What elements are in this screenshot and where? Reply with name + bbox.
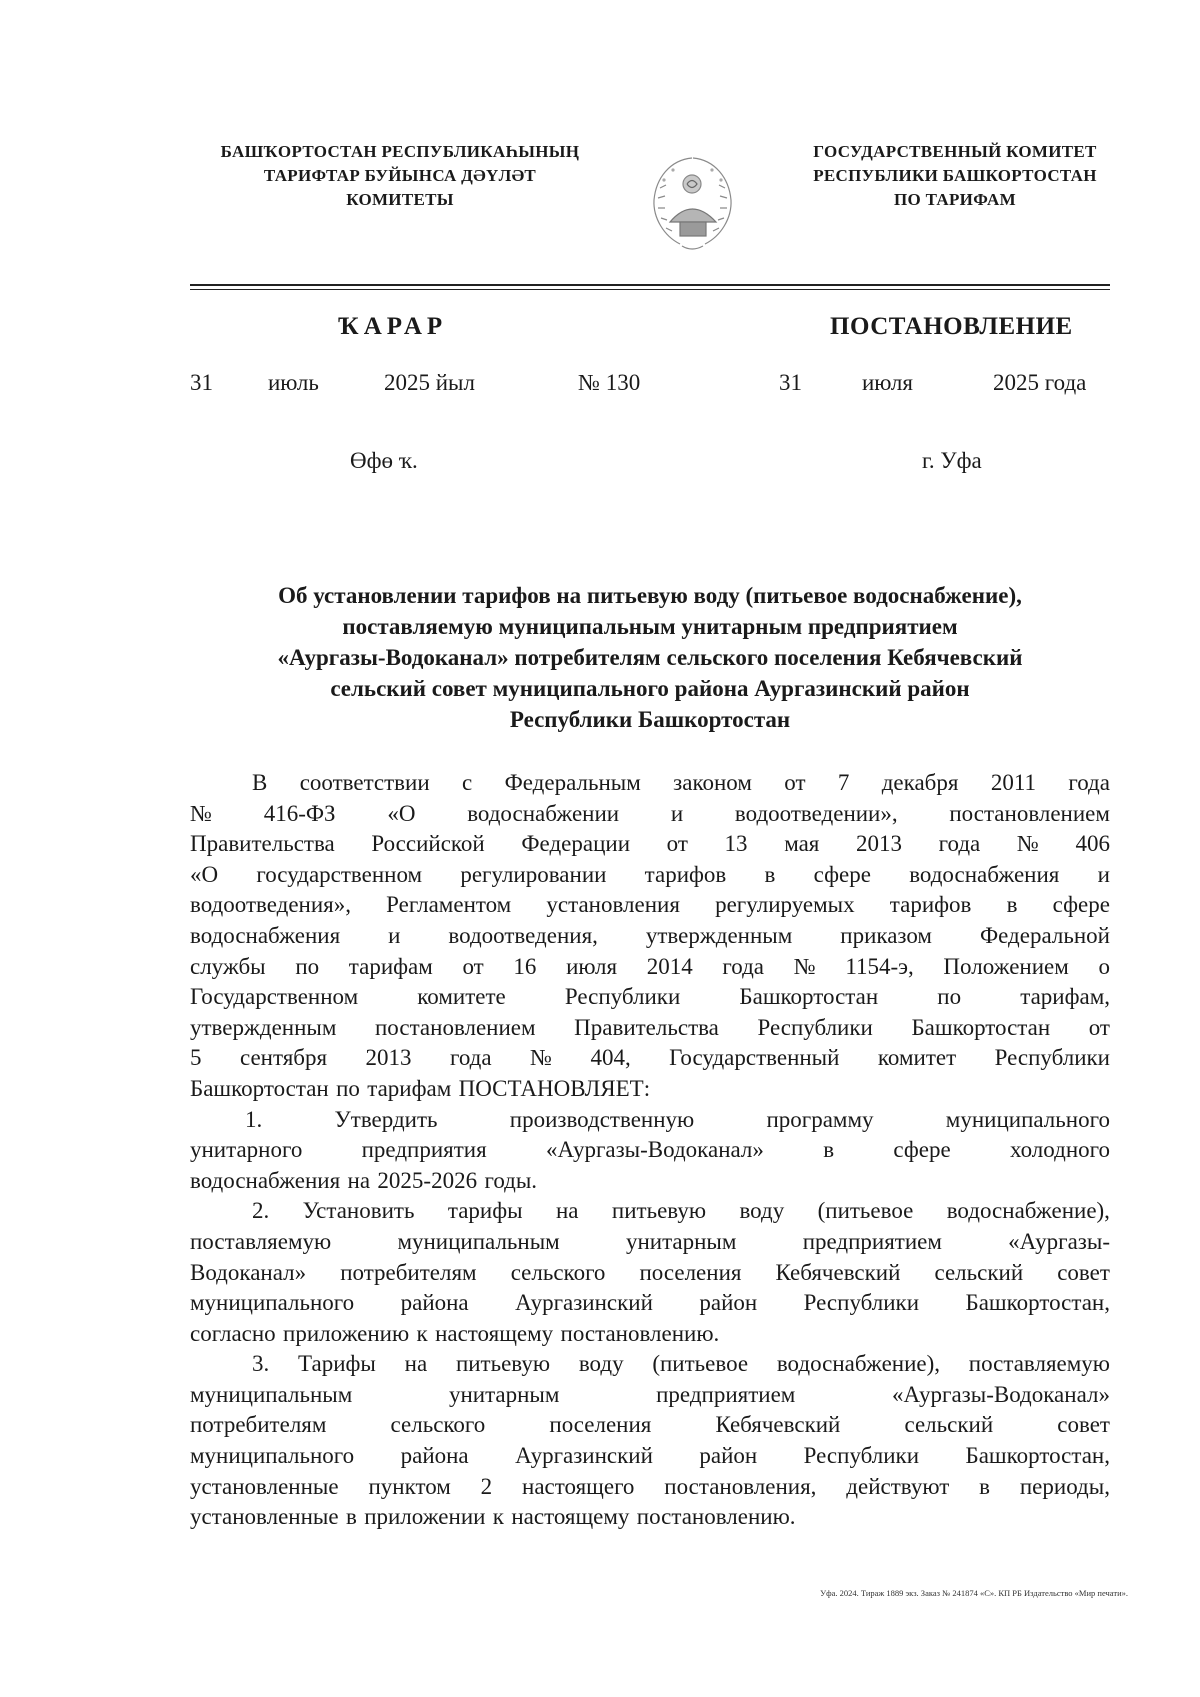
body-line: поставляемую муниципальным унитарным предприятием «Аургазы-	[190, 1228, 1110, 1254]
postanovlenie-title: ПОСТАНОВЛЕНИЕ	[830, 313, 1073, 340]
document-number: № 130	[578, 370, 641, 395]
body-line: утвержденным постановлением Правительства Республики Башкортостан от	[190, 1014, 1110, 1040]
body-line: установленные пунктом 2 настоящего постановления, действуют в периоды,	[190, 1473, 1110, 1499]
body-line: муниципального района Аургазинский район Республики Башкортостан,	[190, 1290, 1110, 1316]
date-ba-year: 2025 йыл	[384, 370, 475, 395]
date-ru-year: 2025 года	[993, 370, 1087, 395]
body-line: согласно приложению к настоящему постановлению.	[190, 1320, 720, 1346]
header-right-line: ГОСУДАРСТВЕННЫЙ КОМИТЕТ	[813, 142, 1097, 161]
header-right-line: РЕСПУБЛИКИ БАШКОРТОСТАН	[813, 166, 1097, 185]
body-line: Правительства Российской Федерации от 13 мая 2013 года № 406	[190, 831, 1110, 857]
body-line: Водоканал» потребителям сельского поселения Кебячевский сельский совет	[190, 1259, 1110, 1285]
body-line: муниципального района Аургазинский район Республики Башкортостан,	[190, 1443, 1110, 1469]
body-line: 3. Тарифы на питьевую воду (питьевое водоснабжение), поставляемую	[252, 1351, 1110, 1377]
document-title-line: поставляемую муниципальным унитарным предприятием	[342, 614, 958, 639]
date-ru-day: 31	[779, 370, 802, 395]
body-line: 1. Утвердить производственную программу муниципального	[245, 1106, 1110, 1132]
header-left-line: КОМИТЕТЫ	[346, 190, 454, 209]
date-ba-day: 31	[190, 370, 213, 395]
city-ba: Өфө ҡ.	[350, 448, 418, 473]
header-left-bashkir	[170, 140, 630, 212]
header-divider-thin	[190, 289, 1110, 290]
body-line: Башкортостан по тарифам ПОСТАНОВЛЯЕТ:	[190, 1075, 651, 1101]
body-line: службы по тарифам от 16 июля 2014 года № 1154-э, Положением о	[190, 953, 1110, 979]
date-ba-month: июль	[268, 370, 319, 395]
header-right-line: ПО ТАРИФАМ	[894, 190, 1016, 209]
body-line: 2. Установить тарифы на питьевую воду (питьевое водоснабжение),	[252, 1198, 1110, 1224]
body-line: муниципальным унитарным предприятием «Аургазы-Водоканал»	[190, 1381, 1110, 1407]
bashkortostan-emblem-icon	[640, 148, 745, 260]
date-ru-month: июля	[862, 370, 913, 395]
print-imprint: Уфа. 2024. Тираж 1889 экз. Заказ № 241874 «С». КП РБ Издательство «Мир печати».	[820, 1588, 1128, 1598]
body-line: Государственном комитете Республики Башкортостан по тарифам,	[190, 984, 1110, 1010]
document-title-line: «Аургазы-Водоканал» потребителям сельского поселения Кебячевский	[277, 645, 1023, 670]
body-line: 5 сентября 2013 года № 404, Государственный комитет Республики	[190, 1045, 1110, 1071]
body-line: водоснабжения и водоотведения, утвержденным приказом Федеральной	[190, 922, 1110, 948]
header-divider-thick	[190, 284, 1110, 286]
body-line: В соответствии с Федеральным законом от 7 декабря 2011 года	[252, 770, 1110, 795]
body-line: «О государственном регулировании тарифов в сфере водоснабжения и	[190, 861, 1110, 887]
karar-title: ҠАРАР	[338, 313, 448, 340]
document-title-line: сельский совет муниципального района Аургазинский район	[330, 676, 970, 701]
document-title-line: Об установлении тарифов на питьевую воду (питьевое водоснабжение),	[278, 583, 1022, 608]
body-line: потребителям сельского поселения Кебячевский сельский совет	[190, 1412, 1110, 1438]
body-line: установленные в приложении к настоящему постановлению.	[190, 1504, 796, 1530]
header-left-line: БАШҠОРТОСТАН РЕСПУБЛИКАҺЫНЫҢ	[220, 142, 580, 161]
document-title	[190, 580, 1110, 735]
body-line: унитарного предприятия «Аургазы-Водоканал» в сфере холодного	[190, 1137, 1110, 1163]
body-line: № 416-ФЗ «О водоснабжении и водоотведении», постановлением	[190, 800, 1110, 826]
body-line: водоснабжения на 2025-2026 годы.	[190, 1167, 538, 1193]
city-ru: г. Уфа	[922, 448, 982, 473]
document-title-line: Республики Башкортостан	[509, 707, 791, 732]
header-left-line: ТАРИФТАР БУЙЫНСА ДӘҮЛӘТ	[263, 166, 537, 185]
document-body	[190, 768, 1110, 1533]
body-line: водоотведения», Регламентом установления регулируемых тарифов в сфере	[190, 892, 1110, 918]
header-right-russian	[775, 140, 1135, 212]
